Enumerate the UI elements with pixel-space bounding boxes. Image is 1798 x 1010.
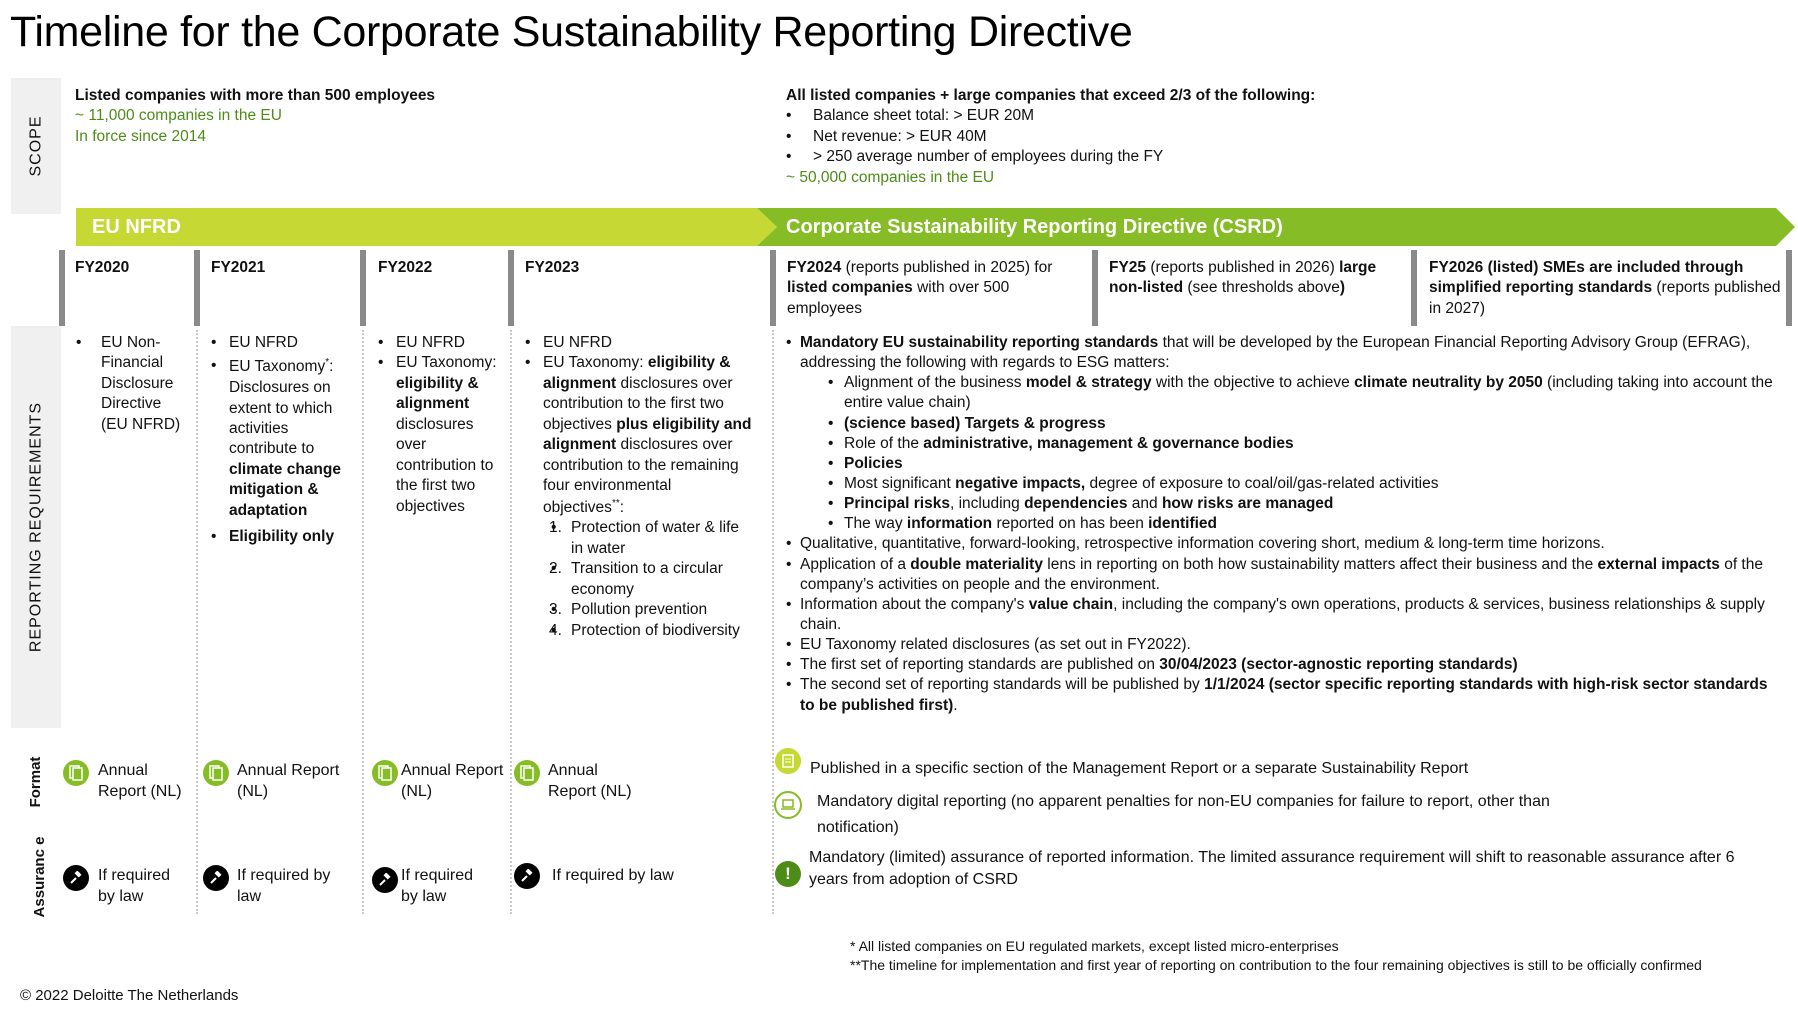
footnote-2: **The timeline for implementation and first year of reporting on contribution to the four remaining objectives is still to be officially confirmed <box>850 956 1702 973</box>
page-title: Timeline for the Corporate Sustainability Reporting Directive <box>10 8 1133 56</box>
year-divider <box>770 250 776 326</box>
assurance-label: Assuranc e <box>30 836 48 918</box>
footnotes <box>850 937 1702 975</box>
scope-label: SCOPE <box>27 115 45 177</box>
req-csrd: • Mandatory EU sustainability reporting standards that will be developed by the European Financial Reporting Advisory Group (EFRAG), addressing the following with regards to ESG matters: • Alignment of the business model & strategy with the objective to achieve climate neutrality by 2050 (including taking into account the entire value chain) • (science based) Targets & progress • Role of the administrative, management & governance bodies • Policies • Most significant negative impacts, degree of exposure to coal/oil/gas-related activities • Principal risks, including dependencies and how risks are managed • The way information reported on has been identified • Qualitative, quantitative, forward-looking, retrospective information covering short, medium & long-term time horizons. • Application of a double materiality lens in reporting on both how sustainability matters affect their business and the external impacts of the company’s activities on people and the environment. • Information about the company's value chain, including the company's own operations, products & services, business relationships & supply chain. • EU Taxonomy related disclosures (as set out in FY2022). • The first set of reporting standards are published on 30/04/2023 (sector-agnostic reporting standards) • The second set of reporting standards will be published by 1/1/2024 (sector specific reporting standards with high-risk sector standards to be published first). <box>784 333 1778 716</box>
footnote-1: * All listed companies on EU regulated markets, except listed micro-enterprises <box>850 938 1339 954</box>
scope-csrd-bullet: • Net revenue: > EUR 40M <box>786 127 987 145</box>
gavel-icon <box>514 863 540 889</box>
document-icon <box>372 760 398 786</box>
year-fy2021: FY2021 <box>211 259 266 276</box>
gavel-icon <box>372 867 398 893</box>
gavel-icon <box>63 865 89 891</box>
column-separator <box>362 330 364 914</box>
year-divider <box>194 250 200 326</box>
gavel-icon <box>203 865 229 891</box>
year-fy25: FY25 (reports published in 2026) large non-listed (see thresholds above) <box>1109 259 1377 297</box>
req-fy2023: • EU NFRD • EU Taxonomy: eligibility & alignment disclosures over contribution to the first two objectives plus eligibility and alignment disclosures over contribution to the remaining four environmental objectives**: • 1. Protection of water & life in water • 2. Transition to a circular economy • 3. Pollution prevention • 4. Protection of biodiversity <box>523 333 753 641</box>
year-divider <box>360 250 366 326</box>
scope-csrd-bullet: • Balance sheet total: > EUR 20M <box>786 107 1034 125</box>
year-fy2026: FY2026 (listed) SMEs are included through simplified reporting standards (reports published in 2027) <box>1429 259 1781 317</box>
scope-nfrd-count: ~ 11,000 companies in the EU <box>75 107 282 125</box>
column-separator <box>772 330 774 914</box>
year-fy2022: FY2022 <box>378 259 433 276</box>
copyright: © 2022 Deloitte The Netherlands <box>20 987 239 1004</box>
exclamation-icon: ! <box>775 861 801 887</box>
sidebar-reporting <box>11 326 61 728</box>
scope-csrd-count: ~ 50,000 companies in the EU <box>786 168 995 186</box>
year-divider <box>1786 250 1792 326</box>
scope-nfrd-heading: Listed companies with more than 500 employees <box>75 87 436 104</box>
scope-csrd-bullet: • > 250 average number of employees during the FY <box>786 148 1164 166</box>
column-separator <box>510 330 512 914</box>
year-divider <box>1092 250 1098 326</box>
year-fy2023: FY2023 <box>525 259 580 276</box>
document-icon <box>63 760 89 786</box>
report-icon <box>775 748 801 774</box>
year-divider <box>1411 250 1417 326</box>
year-fy2024: FY2024 (reports published in 2025) for listed companies with over 500 employees <box>787 259 1053 317</box>
scope-nfrd <box>75 86 435 147</box>
year-fy2020: FY2020 <box>75 259 130 276</box>
nfrd-arrow <box>76 208 777 246</box>
year-divider <box>59 250 65 326</box>
scope-csrd-heading: All listed companies + large companies that exceed 2/3 of the following: <box>786 87 1316 104</box>
document-icon <box>203 760 229 786</box>
scope-nfrd-since: In force since 2014 <box>75 127 206 145</box>
scope-csrd <box>786 86 1315 188</box>
sidebar-scope <box>11 78 61 214</box>
nfrd-arrow-label: EU NFRD <box>92 216 181 238</box>
req-fy2022: • EU NFRD • EU Taxonomy: eligibility & alignment disclosures over contribution to the first two objectives <box>376 333 504 517</box>
laptop-icon <box>774 791 802 819</box>
csrd-arrow-label: Corporate Sustainability Reporting Directive (CSRD) <box>786 216 1283 238</box>
req-fy2021: • EU NFRD • EU Taxonomy*: Disclosures on extent to which activities contribute to climate change mitigation & adaptation • Eligibility only <box>209 333 357 548</box>
format-label: Format <box>26 756 44 808</box>
reporting-requirements-label: REPORTING REQUIREMENTS <box>27 401 45 653</box>
document-icon <box>514 760 540 786</box>
year-divider <box>508 250 514 326</box>
column-separator <box>196 330 198 914</box>
req-fy2020: • EU Non-Financial Disclosure Directive (EU NFRD) <box>74 333 190 435</box>
